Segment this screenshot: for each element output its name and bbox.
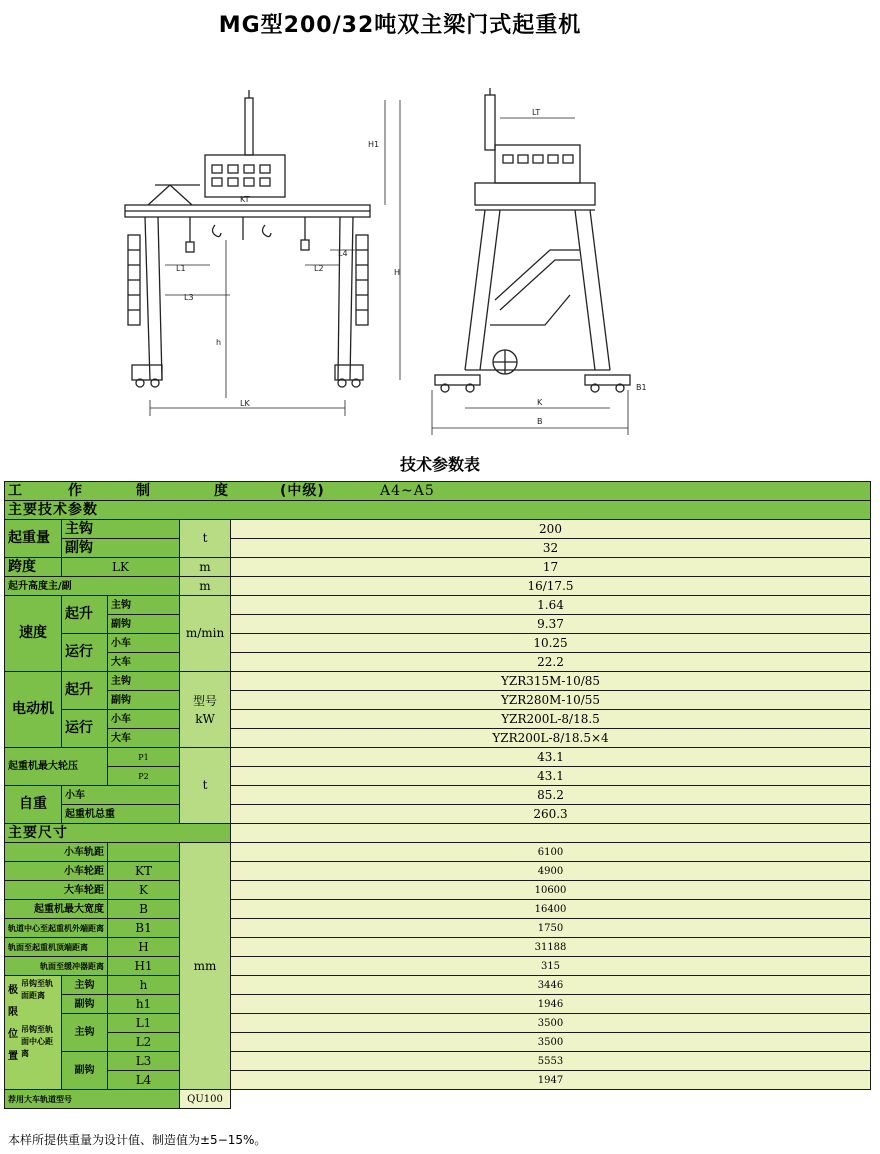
side-elevation-drawing (432, 88, 630, 435)
unit-t: t (180, 520, 231, 558)
hook-to-rail-line2: 面距离 (21, 991, 45, 1000)
section-main-dims: 主要尺寸 (5, 824, 231, 843)
table-row (5, 805, 871, 824)
table-row (5, 1014, 871, 1033)
speed-trolley-value: 10.25 (231, 634, 871, 653)
motor-label: 电动机 (5, 672, 62, 748)
main-hook-sub-label: 主钩 (108, 672, 180, 691)
kt-symbol: KT (108, 862, 180, 881)
lt-dim-label: LT (532, 108, 541, 117)
table-row (5, 1033, 871, 1052)
trolley-label: 小车 (108, 634, 180, 653)
unit-mm: mm (180, 843, 231, 1090)
table-row (5, 520, 871, 539)
rail-type-label: 荐用大车轨道型号 (5, 1090, 180, 1109)
table-row (5, 938, 871, 957)
crane-wheelbase-value: 10600 (231, 881, 871, 900)
table-row (5, 824, 871, 843)
lift-height-label: 起升高度主/副 (5, 577, 180, 596)
work-class-char: 度 (214, 482, 229, 499)
table-row (5, 691, 871, 710)
p2-label: P2 (108, 767, 180, 786)
motor-unit (180, 672, 231, 748)
table-title: 技术参数表 (399, 455, 480, 474)
main-hook-sub-label: 主钩 (62, 976, 108, 995)
weight-total-value: 260.3 (231, 805, 871, 824)
table-row (5, 900, 871, 919)
table-row (5, 843, 871, 862)
hook-to-center-line1: 吊钩至轨 (21, 1025, 53, 1034)
work-class-row (5, 482, 871, 501)
lift-height-value: 16/17.5 (231, 577, 871, 596)
h-dim-label: H (394, 268, 401, 277)
unit-m: m (180, 558, 231, 577)
trolley-wheelbase-value: 4900 (231, 862, 871, 881)
unit-m-min: m/min (180, 596, 231, 672)
table-row (5, 786, 871, 805)
rail-type-value: QU100 (180, 1090, 231, 1109)
work-class-level: (中级) (280, 482, 325, 499)
table-row (5, 1071, 871, 1090)
b1-symbol: B1 (108, 919, 180, 938)
speed-crane-value: 22.2 (231, 653, 871, 672)
self-weight-label: 自重 (5, 786, 62, 824)
l1-dim-label: L1 (176, 264, 186, 273)
trolley-label: 小车 (108, 710, 180, 729)
h1-dim-label: H1 (368, 140, 380, 149)
lifting-label: 起升 (62, 672, 108, 710)
l4-dim-label: L4 (338, 249, 348, 258)
work-class-value: A4~A5 (380, 482, 435, 499)
work-class-char: 制 (136, 482, 151, 499)
weight-trolley-value: 85.2 (231, 786, 871, 805)
table-row (5, 729, 871, 748)
rail-to-buffer-value: 315 (231, 957, 871, 976)
table-row (5, 710, 871, 729)
table-row (5, 976, 871, 995)
empty-symbol (108, 843, 180, 862)
table-row (5, 1090, 871, 1109)
l1-symbol: L1 (108, 1014, 180, 1033)
b-dim-label: B (537, 417, 543, 426)
crane-max-width-label: 起重机最大宽度 (5, 900, 108, 919)
main-hook-label: 主钩 (62, 520, 180, 539)
table-row (5, 653, 871, 672)
h-value: 3446 (231, 976, 871, 995)
l2-dim-label: L2 (314, 264, 324, 273)
crane-drawings (0, 40, 880, 450)
table-row (5, 862, 871, 881)
rail-to-top-value: 31188 (231, 938, 871, 957)
limit-position-label: 极限位置 (8, 985, 18, 1062)
trolley-gauge-label: 小车轨距 (5, 843, 108, 862)
unit-motor-type: 型号 (192, 693, 217, 708)
crane-wheelbase-label: 大车轮距 (5, 881, 108, 900)
table-row (5, 577, 871, 596)
motor-trolley-value: YZR200L-8/18.5 (231, 710, 871, 729)
unit-t: t (180, 748, 231, 824)
page-title: MG型200/32吨双主梁门式起重机 (218, 13, 582, 38)
l3-value: 5553 (231, 1052, 871, 1071)
h1-symbol: H1 (108, 957, 180, 976)
span-label: 跨度 (5, 558, 62, 577)
motor-aux-value: YZR280M-10/55 (231, 691, 871, 710)
hook-to-center-line3: 离 (21, 1049, 29, 1058)
h-symbol: H (108, 938, 180, 957)
table-row (5, 1052, 871, 1071)
front-elevation-drawing (125, 90, 400, 416)
l4-symbol: L4 (108, 1071, 180, 1090)
h1-value: 1946 (231, 995, 871, 1014)
travel-label: 运行 (62, 710, 108, 748)
lifting-label: 起升 (62, 596, 108, 634)
span-value: 17 (231, 558, 871, 577)
table-row (5, 482, 871, 501)
l2-symbol: L2 (108, 1033, 180, 1052)
table-row (5, 558, 871, 577)
max-wheel-load-label: 起重机最大轮压 (5, 748, 108, 786)
section-main-params: 主要技术参数 (5, 501, 871, 520)
aux-hook-sub-label: 副钩 (62, 1052, 108, 1090)
table-row (5, 957, 871, 976)
span-symbol: LK (62, 558, 180, 577)
rail-to-outer-label: 轨道中心至起重机外端距离 (5, 919, 108, 938)
table-row (5, 615, 871, 634)
unit-kw: kW (195, 711, 215, 726)
motor-crane-value: YZR200L-8/18.5×4 (231, 729, 871, 748)
speed-aux-value: 9.37 (231, 615, 871, 634)
hook-to-rail-label (21, 976, 61, 1089)
b1-dim-label: B1 (636, 383, 647, 392)
lk-dim-label: LK (240, 399, 250, 408)
table-row (5, 501, 871, 520)
table-row (5, 672, 871, 691)
k-dim-label: K (537, 398, 543, 407)
empty-cell (231, 824, 871, 843)
hook-to-center-line2: 面中心距 (21, 1037, 53, 1046)
work-class-char: 工 (8, 482, 23, 499)
trolley-gauge-value: 6100 (231, 843, 871, 862)
table-row (5, 919, 871, 938)
footnote: 本样所提供重量为设计值、制造值为±5−15%。 (8, 1133, 267, 1147)
table-row (5, 767, 871, 786)
table-row (5, 539, 871, 558)
h-small-symbol: h (108, 976, 180, 995)
table-row (5, 634, 871, 653)
motor-main-value: YZR315M-10/85 (231, 672, 871, 691)
l1-value: 3500 (231, 1014, 871, 1033)
p1-value: 43.1 (231, 748, 871, 767)
aux-hook-sub-label: 副钩 (108, 691, 180, 710)
l4-value: 1947 (231, 1071, 871, 1090)
b-symbol: B (108, 900, 180, 919)
speed-label: 速度 (5, 596, 62, 672)
lifting-capacity-label: 起重量 (5, 520, 62, 558)
hook-to-rail-line1: 吊钩至轨 (21, 979, 53, 988)
main-hook-value: 200 (231, 520, 871, 539)
l3-symbol: L3 (108, 1052, 180, 1071)
main-hook-sub-label: 主钩 (62, 1014, 108, 1052)
table-row (5, 596, 871, 615)
p2-value: 43.1 (231, 767, 871, 786)
aux-hook-value: 32 (231, 539, 871, 558)
aux-hook-label: 副钩 (62, 539, 180, 558)
rail-to-buffer-label: 轨面至缓冲器距离 (5, 957, 108, 976)
k-symbol: K (108, 881, 180, 900)
kt-dim-label: KT (240, 195, 250, 204)
table-row (5, 995, 871, 1014)
crane-label: 大车 (108, 653, 180, 672)
travel-label: 运行 (62, 634, 108, 672)
speed-main-value: 1.64 (231, 596, 871, 615)
limit-position-cell (5, 976, 62, 1090)
trolley-wheelbase-label: 小车轮距 (5, 862, 108, 881)
aux-hook-sub-label: 副钩 (108, 615, 180, 634)
crane-label: 大车 (108, 729, 180, 748)
crane-max-width-value: 16400 (231, 900, 871, 919)
unit-m: m (180, 577, 231, 596)
table-row (5, 748, 871, 767)
rail-to-top-label: 轨面至起重机顶端距离 (5, 938, 108, 957)
l3-dim-label: L3 (184, 293, 194, 302)
h-small1-symbol: h1 (108, 995, 180, 1014)
trolley-label: 小车 (62, 786, 180, 805)
spec-table (4, 481, 871, 1109)
rail-to-outer-value: 1750 (231, 919, 871, 938)
work-class-char: 作 (68, 482, 83, 499)
main-hook-sub-label: 主钩 (108, 596, 180, 615)
table-row (5, 881, 871, 900)
crane-total-label: 起重机总重 (62, 805, 180, 824)
aux-hook-sub-label: 副钩 (62, 995, 108, 1014)
h-small-dim-label: h (216, 338, 222, 347)
l2-value: 3500 (231, 1033, 871, 1052)
p1-label: P1 (108, 748, 180, 767)
